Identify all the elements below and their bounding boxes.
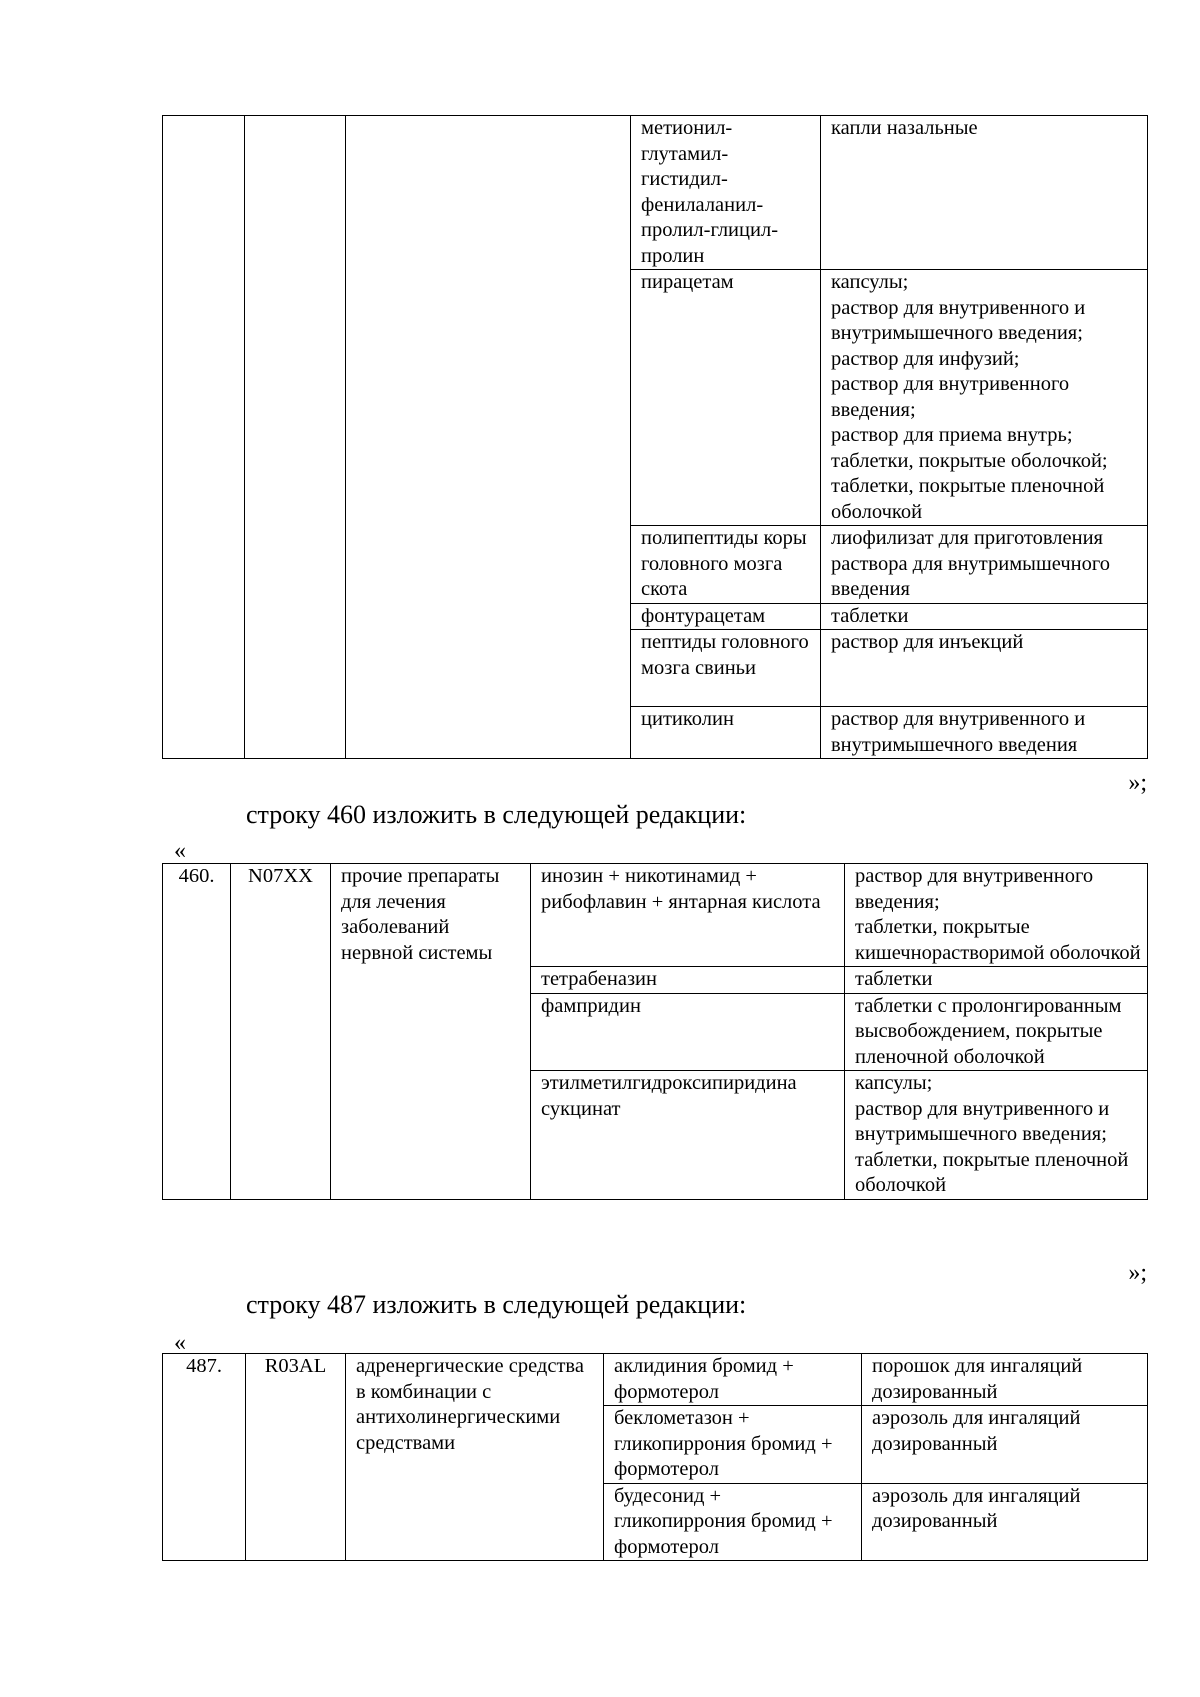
drug-table-row-460 [162,863,1148,1200]
dosage-form-cell: порошок для ингаляций дозированный [862,1354,1148,1406]
drug-name-cell: беклометазон + гликопиррония бромид + формотерол [604,1406,862,1484]
dosage-form-cell: капсулы; раствор для внутривенного и внутримышечного введения; раствор для инфузий; раствор для внутривенного введения; раствор для приема внутрь; таблетки, покрытые оболочкой; таблетки, покрытые пленочной оболочкой [821,270,1148,526]
group-cell: адренергические средства в комбинации с антихолинергическими средствами [346,1354,604,1561]
dosage-form-cell: раствор для внутривенного введения; таблетки, покрытые кишечнорастворимой оболочкой [845,864,1148,967]
group-cell: прочие препараты для лечения заболеваний нервной системы [331,864,531,1200]
drug-name-cell: этилметилгидроксипиридина сукцинат [531,1071,845,1200]
table-row [163,864,1148,967]
drug-name-cell: тетрабеназин [531,967,845,994]
closing-quote: »; [1128,1260,1147,1286]
dosage-form-cell: лиофилизат для приготовления раствора для внутримышечного введения [821,526,1148,604]
drug-name-cell: метионил- глутамил- гистидил- фенилаланил- пролил-глицил- пролин [631,116,821,270]
opening-quote: « [174,1330,186,1356]
code-cell [245,116,346,759]
drug-name-cell: пирацетам [631,270,821,526]
dosage-form-cell: капли назальные [821,116,1148,270]
dosage-form-cell: аэрозоль для ингаляций дозированный [862,1483,1148,1561]
dosage-form-cell: таблетки [821,603,1148,630]
row-number: 460. [163,864,231,1200]
drug-name-cell: инозин + никотинамид + рибофлавин + янтарная кислота [531,864,845,967]
drug-name-cell: будесонид + гликопиррония бромид + формотерол [604,1483,862,1561]
atc-code: R03AL [246,1354,346,1561]
dosage-form-cell: аэрозоль для ингаляций дозированный [862,1406,1148,1484]
dosage-form-cell: раствор для инъекций [821,630,1148,707]
table-row [163,1354,1148,1406]
opening-quote: « [174,838,186,864]
drug-table-row-487 [162,1353,1148,1561]
drug-name-cell: фампридин [531,993,845,1071]
drug-table-continuation [162,115,1148,759]
closing-quote: »; [1128,770,1147,796]
dosage-form-cell: капсулы; раствор для внутривенного и внутримышечного введения; таблетки, покрытые пленочной оболочкой [845,1071,1148,1200]
row-number: 487. [163,1354,246,1561]
num-cell [163,116,245,759]
atc-code: N07XX [231,864,331,1200]
dosage-form-cell: раствор для внутривенного и внутримышечного введения [821,707,1148,759]
drug-name-cell: цитиколин [631,707,821,759]
drug-name-cell: фонтурацетам [631,603,821,630]
dosage-form-cell: таблетки [845,967,1148,994]
amendment-instruction: строку 460 изложить в следующей редакции: [246,800,747,829]
drug-name-cell: полипептиды коры головного мозга скота [631,526,821,604]
dosage-form-cell: таблетки с пролонгированным высвобождением, покрытые пленочной оболочкой [845,993,1148,1071]
drug-name-cell: пептиды головного мозга свиньи [631,630,821,707]
amendment-instruction: строку 487 изложить в следующей редакции: [246,1290,747,1319]
table-row [163,116,1148,270]
group-cell [346,116,631,759]
drug-name-cell: аклидиния бромид + формотерол [604,1354,862,1406]
